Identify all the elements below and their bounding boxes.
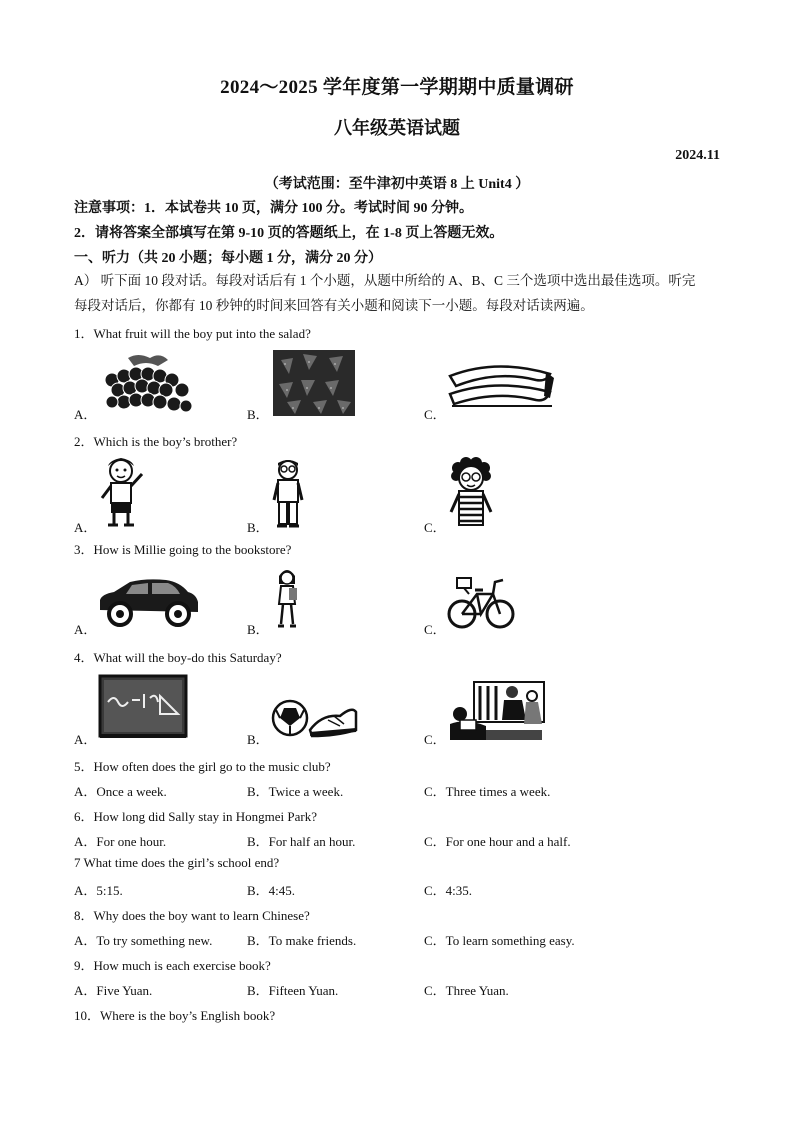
q9-option-a: A．Five Yuan. — [74, 983, 153, 998]
q3-option-a: A． — [74, 622, 97, 637]
section-instruction-2: 每段对话后，你都有 10 秒钟的时间来回答有关小题和阅读下一小题。每段对话读两遍。 — [74, 298, 594, 313]
q7-option-b: B．4:45. — [247, 883, 296, 898]
q9-option-c: C．Three Yuan. — [424, 983, 509, 998]
boy-waving-picture — [96, 454, 146, 528]
car-picture — [96, 576, 200, 628]
walking-girl-picture — [274, 566, 300, 630]
q3-option-c: C． — [424, 622, 446, 637]
q6-option-a: A．For one hour. — [74, 834, 167, 849]
q5-option-b: B．Twice a week. — [247, 784, 344, 799]
question-10: 10．Where is the boy’s English book? — [74, 1008, 276, 1023]
blackboard-picture — [98, 674, 188, 740]
bicycle-picture — [447, 572, 515, 630]
exam-scope: （考试范围：至牛津初中英语 8 上 Unit4 ） — [264, 177, 530, 192]
q5-option-a: A．Once a week. — [74, 784, 167, 799]
section-instruction-1: A） 听下面 10 段对话。每段对话后有 1 个小题，从题中所给的 A、B、C 三个选项中选出最佳选项。听完 — [74, 273, 696, 288]
q2-option-b: B． — [247, 520, 269, 535]
q4-option-b: B． — [247, 732, 269, 747]
notes-line-2: 2．请将答案全部填写在第 9-10 页的答题纸上，在 1-8 页上答题无效。 — [74, 226, 504, 241]
exam-date: 2024.11 — [675, 148, 720, 163]
q8-option-c: C．To learn something easy. — [424, 933, 575, 948]
boy-glasses-picture — [270, 456, 306, 530]
question-8: 8．Why does the boy want to learn Chinese? — [74, 908, 310, 923]
q9-option-b: B．Fifteen Yuan. — [247, 983, 339, 998]
q6-option-c: C．For one hour and a half. — [424, 834, 571, 849]
q1-option-a: A． — [74, 407, 97, 422]
boy-curly-glasses-picture — [446, 456, 496, 530]
question-6: 6．How long did Sally stay in Hongmei Park? — [74, 809, 318, 824]
strawberries-picture — [273, 350, 355, 416]
page-title: 2024～2025 学年度第一学期期中质量调研 — [220, 77, 574, 98]
question-5: 5．How often does the girl go to the music club? — [74, 759, 331, 774]
q1-option-b: B． — [247, 407, 269, 422]
q8-option-b: B．To make friends. — [247, 933, 357, 948]
question-9: 9．How much is each exercise book? — [74, 958, 271, 973]
q7-option-a: A．5:15. — [74, 883, 123, 898]
question-4: 4．What will the boy-do this Saturday? — [74, 650, 282, 665]
section-heading: 一、听力（共 20 小题；每小题 1 分，满分 20 分） — [74, 251, 382, 266]
q3-option-b: B． — [247, 622, 269, 637]
football-shoe-picture — [270, 696, 360, 742]
q7-option-c: C．4:35. — [424, 883, 473, 898]
question-3: 3．How is Millie going to the bookstore? — [74, 542, 292, 557]
q2-option-a: A． — [74, 520, 97, 535]
q2-option-c: C． — [424, 520, 446, 535]
question-1: 1．What fruit will the boy put into the salad? — [74, 326, 311, 341]
bananas-picture — [446, 356, 556, 414]
q8-option-a: A．To try something new. — [74, 933, 213, 948]
question-7: 7 What time does the girl’s school end? — [74, 855, 280, 870]
question-2: 2．Which is the boy’s brother? — [74, 434, 238, 449]
grapes-picture — [98, 350, 194, 416]
q6-option-b: B．For half an hour. — [247, 834, 356, 849]
q4-option-c: C． — [424, 732, 446, 747]
q1-option-c: C． — [424, 407, 446, 422]
q5-option-c: C．Three times a week. — [424, 784, 551, 799]
page-subtitle: 八年级英语试题 — [334, 118, 460, 138]
q4-option-a: A． — [74, 732, 97, 747]
people-reading-picture — [446, 680, 546, 742]
notes-line-1: 注意事项：1．本试卷共 10 页，满分 100 分。考试时间 90 分钟。 — [74, 201, 473, 216]
